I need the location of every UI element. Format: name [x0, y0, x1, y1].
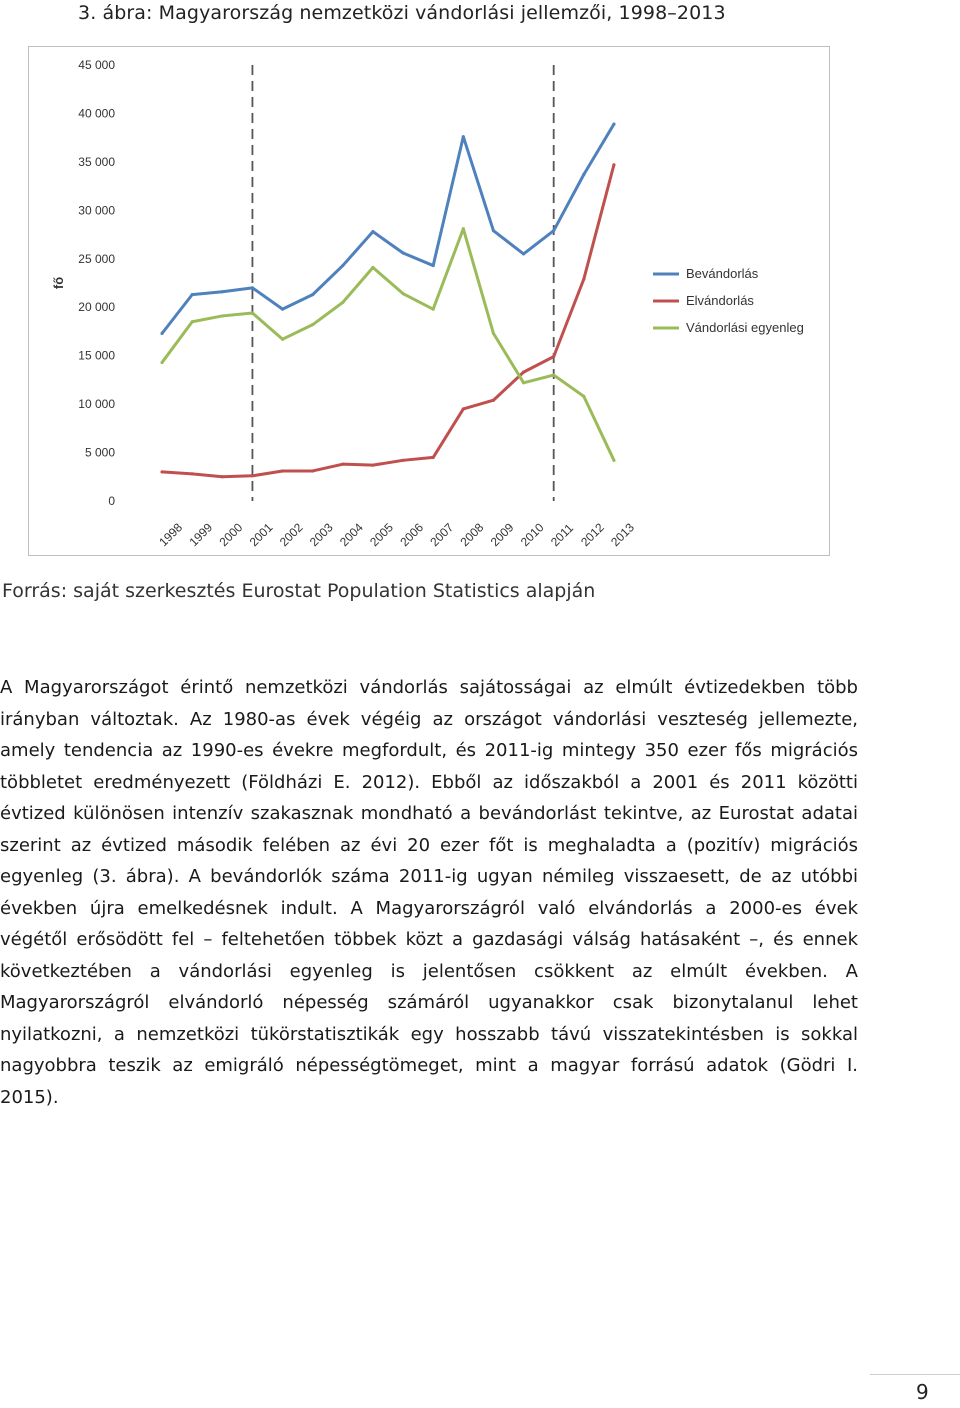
- x-tick-label: 2000: [216, 520, 246, 550]
- data-point: [341, 463, 344, 466]
- data-point: [492, 399, 495, 402]
- data-point: [582, 395, 585, 398]
- data-point: [432, 264, 435, 267]
- body-paragraph: A Magyarországot érintő nemzetközi vándorlás sajátosságai az elmúlt évtizedekben több irányban változtak. Az 1980-as évek végéig az országot vándorlási veszteség jellemezte, amely tendencia az 1990-es évekre megfordult, és 2011-ig mintegy 350 ezer fős migrációs többletet eredményezett (Földházi E. 2012). Ebből az időszakból a 2001 és 2011 közötti évtized különösen intenzív szakasznak mondható a bevándorlást tekintve, az Eurostat adatai szerint az évtized második felében az évi 20 ezer főt is meghaladta a (pozitív) migrációs egyenleg (3. ábra). A bevándorlók száma 2011-ig ugyan némileg visszaesett, de az utóbbi években újra emelkedésnek indult. A Magyarországról való elvándorlás a 2000-es évek végétől erősödött fel – feltehetően többek közt a gazdasági válság hatásaként –, és ennek következtében a vándorlási egyenleg is jelentősen csökkent az elmúlt években. A Magyarországról elvándorló népesség számáról ugyanakkor csak bizonytalanul lehet nyilatkozni, a nemzetközi tükörstatisztikák egy hosszabb távú visszatekintésben is sokkal nagyobbra teszik az emigráló népességtömeget, mint a magyar forrású adatok (Gödri I. 2015).: [0, 677, 858, 1108]
- x-tick-label: 2005: [367, 520, 396, 550]
- page-number-rule: [870, 1374, 960, 1375]
- data-point: [311, 323, 314, 326]
- data-point: [462, 135, 465, 138]
- data-point: [281, 469, 284, 472]
- data-point: [371, 266, 374, 269]
- data-point: [401, 292, 404, 295]
- y-tick-label: 35 000: [78, 154, 115, 169]
- data-point: [160, 470, 163, 473]
- data-point: [401, 459, 404, 462]
- x-tick-label: 2010: [517, 520, 547, 550]
- data-point: [612, 459, 615, 462]
- x-tick-label: 2009: [487, 520, 517, 550]
- data-point: [341, 264, 344, 267]
- data-point: [371, 230, 374, 233]
- y-tick-label: 0: [108, 494, 115, 508]
- x-tick-label: 2011: [547, 520, 577, 550]
- series-line-1: [162, 124, 614, 333]
- data-point: [281, 308, 284, 311]
- data-point: [492, 332, 495, 335]
- data-point: [582, 278, 585, 281]
- data-point: [432, 456, 435, 459]
- data-point: [612, 123, 615, 126]
- x-tick-label: 2013: [608, 520, 637, 550]
- y-tick-label: 10 000: [78, 397, 115, 412]
- data-point: [221, 314, 224, 317]
- figure-caption: 3. ábra: Magyarország nemzetközi vándorlási jellemzői, 1998–2013: [78, 2, 726, 24]
- page-number: 9: [916, 1380, 929, 1404]
- series-line-3: [162, 229, 614, 461]
- data-point: [311, 293, 314, 296]
- data-point: [462, 227, 465, 230]
- data-point: [191, 320, 194, 323]
- data-point: [401, 251, 404, 254]
- data-point: [552, 229, 555, 232]
- y-tick-label: 5 000: [84, 445, 115, 460]
- data-point: [432, 308, 435, 311]
- data-point: [492, 229, 495, 232]
- y-tick-label: 15 000: [78, 348, 115, 363]
- data-point: [251, 311, 254, 314]
- migration-line-chart: [28, 46, 830, 556]
- data-point: [160, 361, 163, 364]
- figure-source: Forrás: saját szerkesztés Eurostat Population Statistics alapján: [2, 580, 596, 602]
- legend-label: Vándorlási egyenleg: [686, 320, 804, 335]
- data-point: [191, 472, 194, 475]
- legend-label: Elvándorlás: [686, 293, 754, 308]
- data-point: [522, 371, 525, 374]
- y-tick-label: 20 000: [78, 300, 115, 315]
- data-point: [311, 469, 314, 472]
- data-point: [221, 475, 224, 478]
- y-tick-label: 25 000: [78, 251, 115, 266]
- x-tick-label: 2001: [246, 520, 276, 550]
- x-tick-label: 2004: [337, 520, 366, 550]
- chart-canvas: [29, 47, 831, 557]
- x-tick-label: 2007: [427, 520, 457, 550]
- x-tick-label: 2012: [578, 520, 607, 550]
- data-point: [281, 338, 284, 341]
- data-point: [221, 290, 224, 293]
- data-point: [191, 293, 194, 296]
- data-point: [160, 332, 163, 335]
- data-point: [552, 373, 555, 376]
- x-tick-label: 1998: [156, 520, 186, 550]
- data-point: [251, 474, 254, 477]
- data-point: [462, 407, 465, 410]
- data-point: [612, 163, 615, 166]
- x-tick-label: 2002: [276, 520, 306, 550]
- legend-label: Bevándorlás: [686, 266, 759, 281]
- data-point: [341, 301, 344, 304]
- series-line-2: [162, 165, 614, 477]
- y-tick-label: 45 000: [78, 58, 115, 72]
- data-point: [522, 252, 525, 255]
- x-tick-label: 1999: [186, 520, 216, 550]
- data-point: [371, 464, 374, 467]
- x-tick-label: 2003: [306, 520, 336, 550]
- y-tick-label: 40 000: [78, 106, 115, 121]
- data-point: [552, 355, 555, 358]
- data-point: [522, 381, 525, 384]
- y-tick-label: 30 000: [78, 203, 115, 218]
- data-point: [582, 173, 585, 176]
- x-tick-label: 2008: [457, 520, 487, 550]
- y-axis-label: fő: [51, 276, 66, 290]
- x-tick-label: 2006: [397, 520, 427, 550]
- data-point: [251, 286, 254, 289]
